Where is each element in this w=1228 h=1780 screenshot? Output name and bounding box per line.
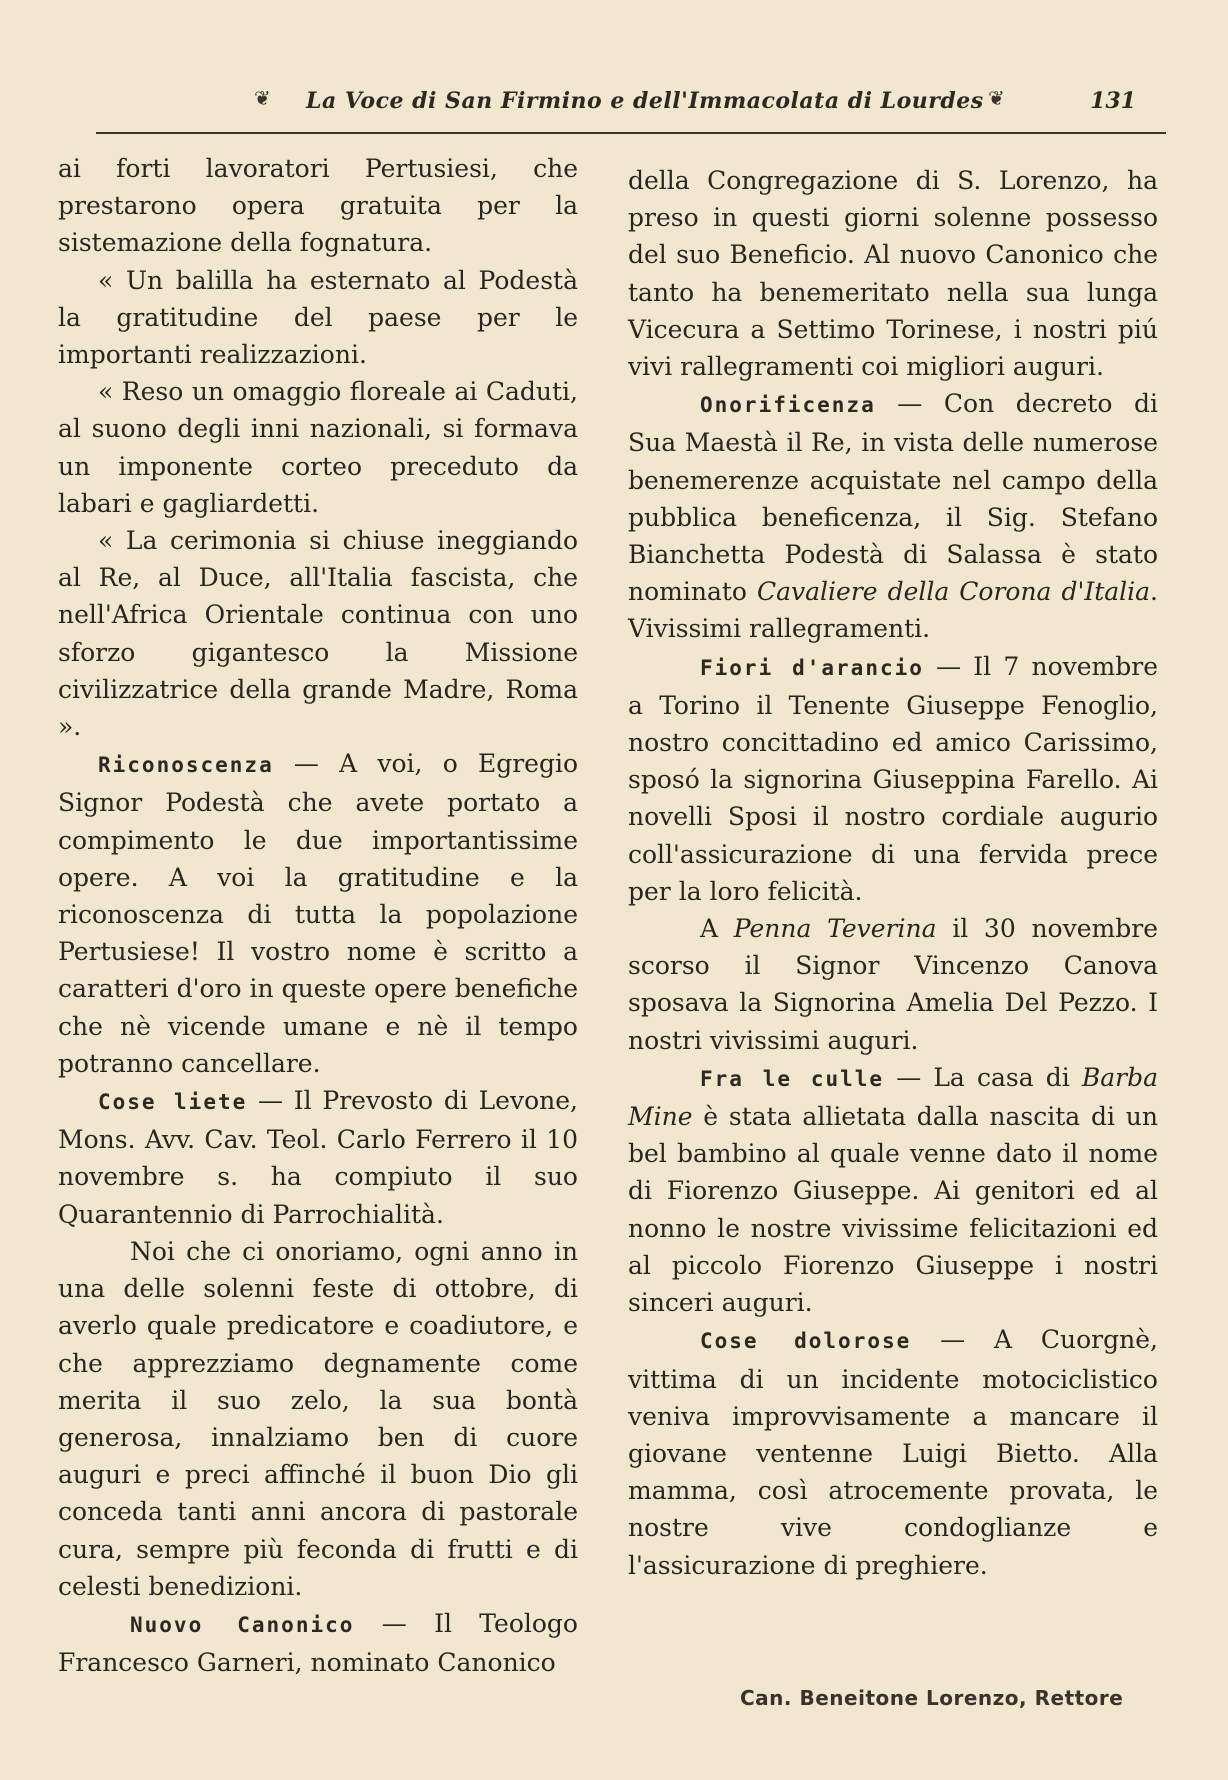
paragraph: ai forti lavoratori Pertusiesi, che prestarono opera gratuita per la sistemazione della fognatura. — [58, 154, 578, 258]
section-text: è stata allietata dalla nascita di un bel bambino al quale venne dato il nome di Fiorenzo Giuseppe. Ai genitori ed al nonno le nostre vivissime felicitazioni ed al piccolo Fiorenzo Giuseppe i nostri sinceri auguri. — [628, 1102, 1158, 1318]
paragraph — [628, 910, 1158, 1059]
section-cose-liete — [58, 1082, 578, 1233]
left-column — [58, 150, 578, 1681]
leaf-ornament-icon: ❦ — [988, 86, 1005, 110]
section-text: — A Cuorgnè, vittima di un incidente motociclistico veniva improvvisamente a mancare il giovane ventenne Luigi Bietto. Alla mamma, così atrocemente provata, le nostre vive condoglianze e l'assicurazione di preghiere. — [628, 1325, 1158, 1580]
section-text: A — [700, 914, 734, 944]
section-heading: Fiori d'arancio — [700, 655, 924, 680]
section-text: — La casa di — [884, 1062, 1082, 1092]
italic-name: Barba Mine — [628, 1062, 1158, 1132]
publication-title: La Voce di San Firmino e dell'Immacolata di Lourdes — [306, 88, 984, 114]
paragraph: « La cerimonia si chiuse ineggiando al Re, al Duce, all'Italia fascista, che nell'Africa Orientale continua con uno sforzo gigantesco la Missione civilizzatrice della grande Madre, Roma ». — [58, 526, 578, 742]
italic-title: Cavaliere della Corona d'Italia — [756, 577, 1151, 607]
section-nuovo-canonico — [58, 1605, 578, 1681]
running-header — [96, 86, 1166, 134]
section-text: il 30 novembre scorso il Signor Vincenzo Canova sposava la Signorina Amelia Del Pezzo. I nostri vivissimi auguri. — [628, 914, 1158, 1055]
paragraph: Noi che ci onoriamo, ogni anno in una delle solenni feste di ottobre, di averlo quale predicatore e coadiutore, e che apprezziamo degnamente come merita il suo zelo, la sua bontà generosa, innalziamo ben di cuore auguri e preci affinché il buon Dio gli conceda tanti anni ancora di pastorale cura, sempre più feconda di frutti e di celesti benedizioni. — [58, 1236, 578, 1601]
page-number: 131 — [1090, 88, 1136, 114]
signature: Can. Beneitone Lorenzo, Rettore — [740, 1686, 1124, 1710]
section-fiori-d-arancio — [628, 648, 1158, 910]
section-heading: Nuovo Canonico — [130, 1612, 355, 1637]
section-heading: Fra le culle — [700, 1066, 885, 1091]
right-column — [628, 162, 1158, 1584]
section-riconoscenza — [58, 745, 578, 1082]
section-heading: Riconoscenza — [98, 753, 274, 778]
section-text: . Vivissimi rallegramenti. — [628, 577, 1158, 644]
italic-place: Penna Teverina — [733, 914, 937, 944]
paragraph: « Reso un omaggio floreale ai Caduti, al suono degli inni nazionali, si formava un imponente corteo preceduto da labari e gagliardetti. — [58, 377, 578, 518]
section-text: — Il 7 novembre a Torino il Tenente Giuseppe Fenoglio, nostro concittadino ed amico Carissimo, sposó la signorina Giuseppina Farello. Ai novelli Sposi il nostro cordiale augurio coll'assicurazione di una fervida prece per la loro felicità. — [628, 651, 1158, 906]
section-text: — Il Teologo Francesco Garneri, nominato Canonico — [58, 1608, 578, 1678]
section-text: — Il Prevosto di Levone, Mons. Avv. Cav. Teol. Carlo Ferrero il 10 novembre s. ha compiuto il suo Quarantennio di Parrochialità. — [58, 1086, 578, 1229]
section-text: — A voi, o Egregio Signor Podestà che avete portato a compimento le due importantissime opere. A voi la gratitudine e la riconoscenza di tutta la popolazione Pertusiese! Il vostro nome è scritto a caratteri d'oro in queste opere benefiche che nè vicende umane e nè il tempo potranno cancellare. — [58, 749, 578, 1078]
section-fra-le-culle — [628, 1059, 1158, 1321]
leaf-ornament-icon: ❦ — [254, 86, 271, 110]
paragraph: della Congregazione di S. Lorenzo, ha preso in questi giorni solenne possesso del suo Beneficio. Al nuovo Canonico che tanto ha benemeritato nella sua lunga Vicecura a Settimo Torinese, i nostri piú vivi rallegramenti coi migliori auguri. — [628, 166, 1158, 382]
section-heading: Onorificenza — [700, 393, 876, 418]
section-heading: Cose liete — [98, 1090, 248, 1115]
section-text: — Con decreto di Sua Maestà il Re, in vista delle numerose benemerenze acquistate nel campo della pubblica beneficenza, il Sig. Stefano Bianchetta Podestà di Salassa è stato nominato — [628, 389, 1158, 607]
section-onorificenza — [628, 385, 1158, 647]
paragraph: « Un balilla ha esternato al Podestà la gratitudine del paese per le importanti realizzazioni. — [58, 265, 578, 370]
section-cose-dolorose — [628, 1321, 1158, 1583]
section-heading: Cose dolorose — [700, 1329, 912, 1354]
